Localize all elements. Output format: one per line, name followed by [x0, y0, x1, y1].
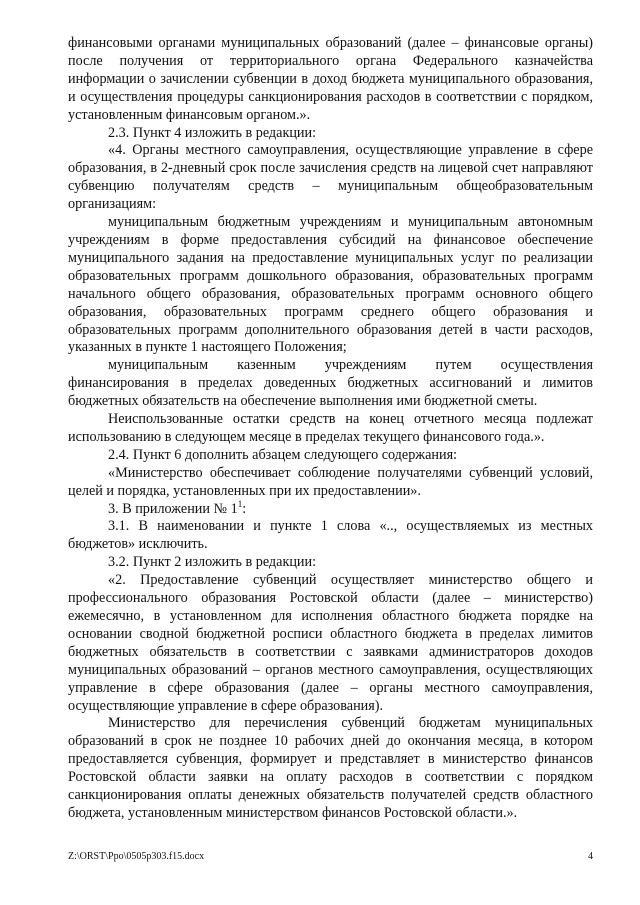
paragraph: Неиспользованные остатки средств на конец отчетного месяца подлежат использованию в следующем месяце в пределах текущего финансового года.». [68, 411, 593, 445]
paragraph: 2.3. Пункт 4 изложить в редакции: [108, 124, 317, 141]
paragraph: «4. Органы местного самоуправления, осуществляющие управление в сфере образования, в 2-дневный срок после зачисления средств на лицевой счет направляют субвенцию получателям средств – муниципальным общеобразовательным организациям: [68, 142, 593, 213]
paragraph: Министерство для перечисления субвенций бюджетам муниципальных образований в срок не позднее 10 рабочих дней до окончания месяца, в котором предоставляется субвенция, формирует и представляет в министерство финансов Ростовской области заявки на оплату расходов в соответствии с порядком санкционирования оплаты денежных обязательств получателей средств областного бюджета, установленным министерством финансов Ростовской области.». [68, 715, 593, 821]
paragraph: 3.1. В наименовании и пункте 1 слова «.., осуществляемых из местных бюджетов» исключить. [68, 518, 593, 553]
appendix-heading [68, 498, 593, 519]
paragraph: 3.2. Пункт 2 изложить в редакции: [108, 554, 317, 571]
appendix-heading-colon: : [242, 500, 247, 517]
appendix-superscript: 1 [237, 498, 243, 509]
file-path: Z:\ORST\Ppo\0505p303.f15.docx [68, 851, 205, 862]
paragraph: «Министерство обеспечивает соблюдение получателями субвенций условий, целей и порядка, установленных при их предоставлении». [68, 464, 593, 499]
paragraph: 2.4. Пункт 6 дополнить абзацем следующего содержания: [108, 446, 458, 463]
appendix-heading-text: 3. В приложении № 1 [108, 500, 238, 517]
document-body [68, 35, 593, 823]
paragraph: «2. Предоставление субвенций осуществляет министерство общего и профессионального образования Ростовской области (далее – министерство) ежемесячно, в установленном для исполнения областного бюджета порядке на основании сводной бюджетной росписи областного бюджета в пределах лимитов бюджетных обязательств в соответствии с заявками администраторов доходов муниципальных образований – органов местного самоуправления, осуществляющих управление в сфере образования (далее – органы местного самоуправления, осуществляющие управление в сфере образования). [68, 572, 593, 714]
paragraph: финансовыми органами муниципальных образований (далее – финансовые органы) после получения от территориального органа Федерального казначейства информации о зачислении субвенции в доход бюджета муниципального образования, и осуществления процедуры санкционирования расходов в соответствии с порядком, установленным финансовым органом.». [68, 35, 593, 123]
paragraph: муниципальным казенным учреждениям путем осуществления финансирования в пределах доведенных бюджетных ассигнований и лимитов бюджетных обязательств на обеспечение выполнения ими бюджетной сметы. [68, 357, 593, 410]
paragraph: муниципальным бюджетным учреждениям и муниципальным автономным учреждениям в форме предоставления субсидий на финансовое обеспечение муниципального задания на предоставление муниципальных услуг по реализации образовательных программ дошкольного образования, образовательных программ начального общего образования, образовательных программ основного общего образования, образовательных программ среднего общего образования и образовательных программ дополнительного образования детей в части расходов, указанных в пункте 1 настоящего Положения; [68, 214, 593, 356]
page-footer [68, 850, 593, 864]
page-number: 4 [588, 851, 593, 862]
